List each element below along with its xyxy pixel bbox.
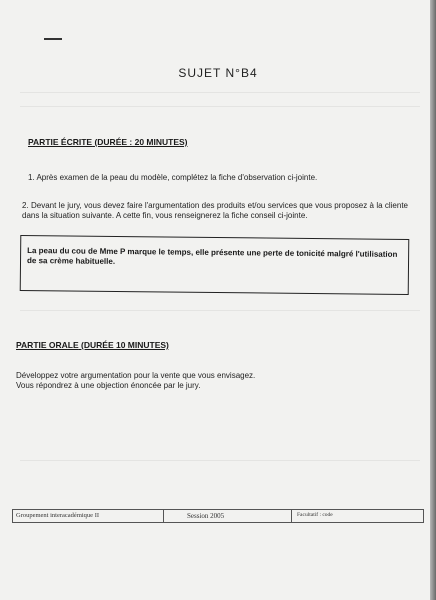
written-part-duration: (DURÉE : 20 MINUTES) (94, 137, 188, 147)
footer-session: Session 2005 (187, 512, 225, 520)
subject-title: SUJET N°B4 (178, 66, 258, 80)
written-item-2: 2. Devant le jury, vous devez faire l'argumentation des produits et/ou services que vous proposez à la cliente dans la situation suivante. A cette fin, vous renseignerez la fiche conseil ci-jointe. (22, 201, 408, 220)
oral-line-1: Développez votre argumentation pour la vente que vous envisagez. (16, 371, 256, 380)
bleed-through-line (20, 106, 420, 107)
oral-part-label: PARTIE ORALE (16, 340, 79, 350)
situation-text: La peau du cou de Mme P marque le temps, elle présente une perte de tonicité malgré l'utilisation de sa crème habituelle. (26, 246, 398, 266)
footer-divider (163, 510, 164, 522)
footer-table (12, 509, 424, 523)
footer-divider (291, 510, 292, 522)
bleed-through-line (20, 460, 420, 461)
bleed-through-line (20, 92, 420, 93)
oral-part-heading (16, 340, 169, 350)
written-part-heading (28, 137, 188, 147)
footer-group: Groupement interacadémique II (16, 512, 100, 519)
oral-part-duration: (DURÉE 10 MINUTES) (81, 340, 169, 350)
scan-edge-shadow (430, 0, 436, 600)
corner-mark (44, 38, 62, 40)
written-part-label: PARTIE ÉCRITE (28, 137, 93, 147)
footer-code: Facultatif : code (297, 512, 333, 518)
oral-line-2: Vous répondrez à une objection énoncée par le jury. (16, 381, 201, 390)
bleed-through-line (20, 310, 420, 311)
situation-box (20, 235, 410, 295)
written-item-1: 1. Après examen de la peau du modèle, complétez la fiche d'observation ci-jointe. (28, 173, 318, 182)
